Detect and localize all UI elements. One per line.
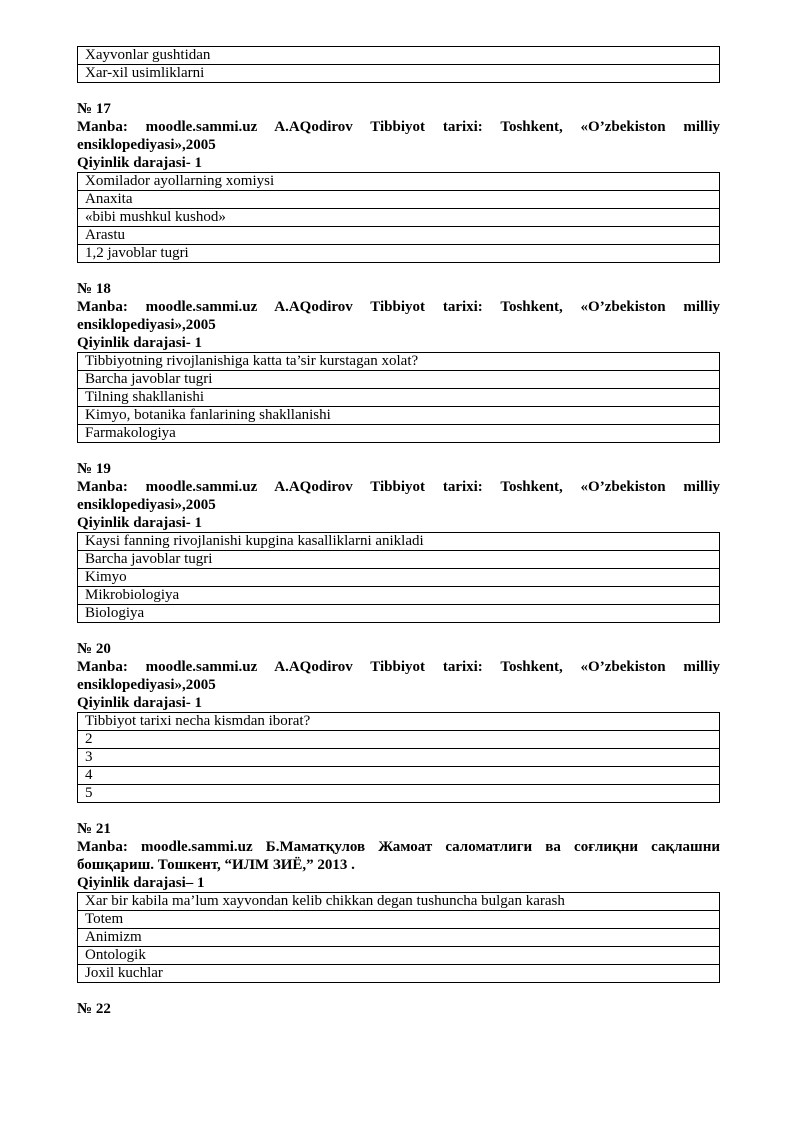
question-number: № 21 — [77, 821, 111, 837]
question-text: Xar bir kabila ma’lum xayvondan kelib chikkan degan tushuncha bulgan karash — [78, 893, 720, 911]
question-table — [77, 352, 720, 443]
table-row — [78, 389, 720, 407]
answer-option: Ontologik — [78, 947, 720, 965]
table-row — [78, 605, 720, 623]
table-row — [78, 191, 720, 209]
answer-option: Animizm — [78, 929, 720, 947]
question-number: № 17 — [77, 101, 111, 117]
question-text: Xomilador ayollarning xomiysi — [78, 173, 720, 191]
table-row — [78, 911, 720, 929]
question-number: № 22 — [77, 1001, 111, 1017]
question-number: № 18 — [77, 281, 111, 297]
table-row — [78, 587, 720, 605]
answer-option: Kimyo, botanika fanlarining shakllanishi — [78, 407, 720, 425]
table-row — [78, 551, 720, 569]
answer-option: Kimyo — [78, 569, 720, 587]
table-row — [78, 533, 720, 551]
answer-table-16 — [77, 46, 720, 83]
table-row — [78, 965, 720, 983]
table-row — [78, 47, 720, 65]
difficulty-level: Qiyinlik darajasi- 1 — [77, 155, 203, 171]
answer-option: Mikrobiologiya — [78, 587, 720, 605]
question-table — [77, 712, 720, 803]
answer-option: Totem — [78, 911, 720, 929]
difficulty-level: Qiyinlik darajasi– 1 — [77, 875, 205, 891]
answer-option: Tilning shakllanishi — [78, 389, 720, 407]
table-row — [78, 209, 720, 227]
table-row — [78, 947, 720, 965]
answer-option: Xar-xil usimliklarni — [78, 65, 720, 83]
table-row — [78, 713, 720, 731]
answer-option: 4 — [78, 767, 720, 785]
answer-option: Barcha javoblar tugri — [78, 551, 720, 569]
table-row — [78, 371, 720, 389]
answer-option: 1,2 javoblar tugri — [78, 245, 720, 263]
answer-option: Farmakologiya — [78, 425, 720, 443]
table-row — [78, 227, 720, 245]
question-source: Manba: moodle.sammi.uz A.AQodirov Tibbiyot tarixi: Toshkent, «O’zbekiston milliy ensiklopediyasi»,2005 — [77, 659, 720, 693]
document-page — [77, 46, 720, 1018]
table-row — [78, 173, 720, 191]
table-row — [78, 893, 720, 911]
question-text: Tibbiyot tarixi necha kismdan iborat? — [78, 713, 720, 731]
table-row — [78, 569, 720, 587]
answer-option: 3 — [78, 749, 720, 767]
question-table — [77, 172, 720, 263]
question-text: Kaysi fanning rivojlanishi kupgina kasalliklarni anikladi — [78, 533, 720, 551]
answer-option: Barcha javoblar tugri — [78, 371, 720, 389]
answer-option: 5 — [78, 785, 720, 803]
question-text: Tibbiyotning rivojlanishiga katta ta’sir kurstagan xolat? — [78, 353, 720, 371]
answer-option: Biologiya — [78, 605, 720, 623]
answer-option: Arastu — [78, 227, 720, 245]
answer-option: Anaxita — [78, 191, 720, 209]
table-row — [78, 929, 720, 947]
table-row — [78, 785, 720, 803]
answer-option: Xayvonlar gushtidan — [78, 47, 720, 65]
table-row — [78, 767, 720, 785]
answer-option: 2 — [78, 731, 720, 749]
answer-option: Joxil kuchlar — [78, 965, 720, 983]
table-row — [78, 731, 720, 749]
table-row — [78, 407, 720, 425]
table-row — [78, 245, 720, 263]
difficulty-level: Qiyinlik darajasi- 1 — [77, 335, 203, 351]
question-number: № 20 — [77, 641, 111, 657]
difficulty-level: Qiyinlik darajasi- 1 — [77, 695, 203, 711]
table-row — [78, 353, 720, 371]
question-source: Manba: moodle.sammi.uz A.AQodirov Tibbiyot tarixi: Toshkent, «O’zbekiston milliy ensiklopediyasi»,2005 — [77, 119, 720, 153]
question-number: № 19 — [77, 461, 111, 477]
question-table — [77, 892, 720, 983]
question-source: Manba: moodle.sammi.uz Б.Маматқулов Жамоат саломатлиги ва соғлиқни сақлашни бошқариш. Тошкент, “ИЛМ ЗИЁ,” 2013 . — [77, 839, 720, 873]
difficulty-level: Qiyinlik darajasi- 1 — [77, 515, 203, 531]
table-row — [78, 65, 720, 83]
question-source: Manba: moodle.sammi.uz A.AQodirov Tibbiyot tarixi: Toshkent, «O’zbekiston milliy ensiklopediyasi»,2005 — [77, 299, 720, 333]
answer-option: «bibi mushkul kushod» — [78, 209, 720, 227]
table-row — [78, 749, 720, 767]
question-table — [77, 532, 720, 623]
question-source: Manba: moodle.sammi.uz A.AQodirov Tibbiyot tarixi: Toshkent, «O’zbekiston milliy ensiklopediyasi»,2005 — [77, 479, 720, 513]
table-row — [78, 425, 720, 443]
